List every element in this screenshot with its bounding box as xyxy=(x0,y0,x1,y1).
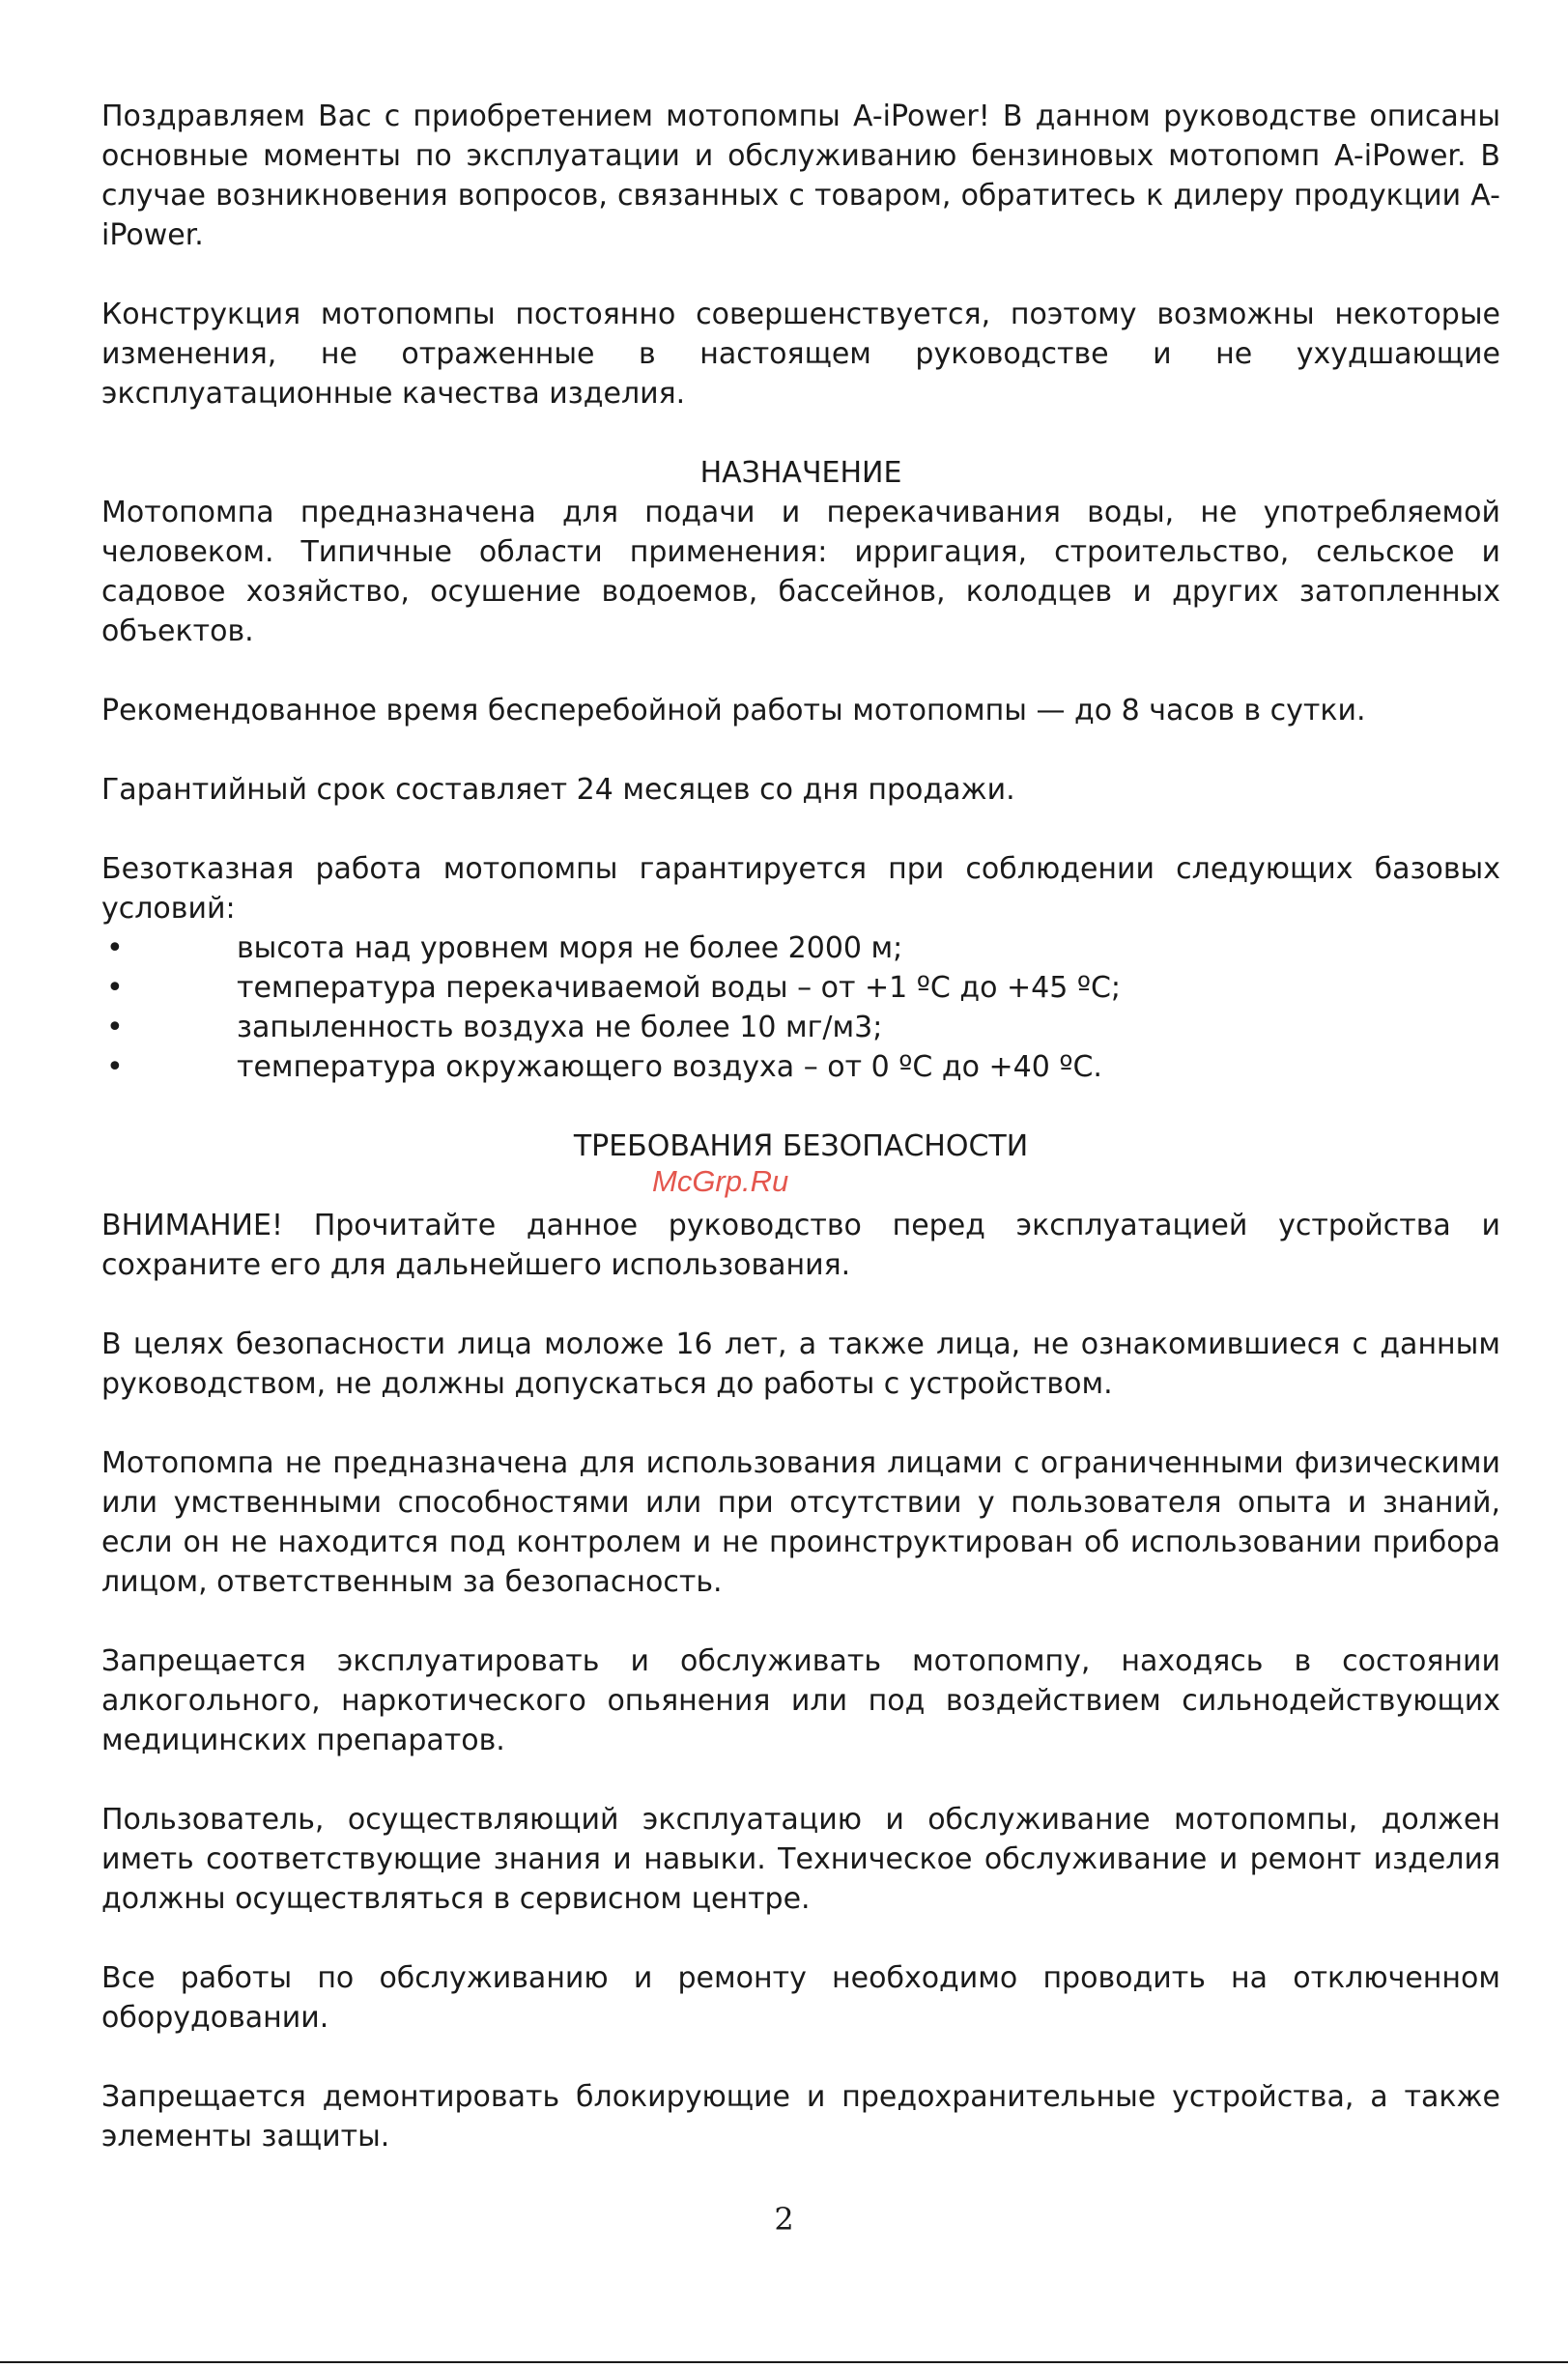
bullet-icon: • xyxy=(106,1011,124,1044)
watermark: McGrp.Ru xyxy=(652,1164,789,1198)
safety-attention-paragraph: ВНИМАНИЕ! Прочитайте данное руководство перед эксплуатацией устройства и сохраните его для дальнейшего использования. xyxy=(101,1209,1500,1282)
safety-paragraph-5: Пользователь, осуществляющий эксплуатацию и обслуживание мотопомпы, должен иметь соответствующие знания и навыки. Техническое обслуживание и ремонт изделия должны осуществляться в сервисном центре. xyxy=(101,1803,1500,1916)
page-bottom-divider xyxy=(0,2361,1568,2363)
safety-paragraph-6: Все работы по обслуживанию и ремонту необходимо проводить на отключенном оборудовании. xyxy=(101,1961,1500,2035)
page-number: 2 xyxy=(774,2201,794,2238)
safety-paragraph-2: В целях безопасности лица моложе 16 лет, а также лица, не ознакомившиеся с данным руководством, не должны допускаться до работы с устройством. xyxy=(101,1327,1500,1401)
bullet-icon: • xyxy=(106,971,124,1005)
conditions-list xyxy=(101,928,1500,1087)
list-item: • температура перекачиваемой воды – от +1 ºС до +45 ºС; xyxy=(101,968,1500,1008)
purpose-paragraph-2: Рекомендованное время бесперебойной работы мотопомпы — до 8 часов в сутки. xyxy=(101,694,1366,728)
warranty-paragraph: Гарантийный срок составляет 24 месяцев со дня продажи. xyxy=(101,773,1015,807)
purpose-paragraph-1: Мотопомпа предназначена для подачи и перекачивания воды, не употребляемой человеком. Типичные области применения: ирригация, строительство, сельское и садовое хозяйство, осушение водоемов, бассейнов, колодцев и других затопленных объектов. xyxy=(101,496,1500,648)
bullet-icon: • xyxy=(106,931,124,965)
intro-paragraph-2: Конструкция мотопомпы постоянно совершенствуется, поэтому возможны некоторые изменения, не отраженные в настоящем руководстве и не ухудшающие эксплуатационные качества изделия. xyxy=(101,298,1500,411)
document-page xyxy=(101,97,1500,2156)
safety-paragraph-4: Запрещается эксплуатировать и обслуживать мотопомпу, находясь в состоянии алкогольного, наркотического опьянения или под воздействием сильнодействующих медицинских препаратов. xyxy=(101,1644,1500,1757)
purpose-heading: НАЗНАЧЕНИЕ xyxy=(699,456,902,490)
safety-heading: ТРЕБОВАНИЯ БЕЗОПАСНОСТИ xyxy=(573,1129,1029,1163)
list-item: • температура окружающего воздуха – от 0 ºС до +40 ºС. xyxy=(101,1047,1500,1087)
intro-paragraph-1: Поздравляем Вас с приобретением мотопомпы A-iPower! В данном руководстве описаны основные моменты по эксплуатации и обслуживанию бензиновых мотопомп A-iPower. В случае возникновения вопросов, связанных с товаром, обратитесь к дилеру продукции A-iPower. xyxy=(101,100,1500,252)
bullet-icon: • xyxy=(106,1050,124,1084)
conditions-intro: Безотказная работа мотопомпы гарантируется при соблюдении следующих базовых условий: xyxy=(101,852,1500,926)
safety-paragraph-3: Мотопомпа не предназначена для использования лицами с ограниченными физическими или умственными способностями или при отсутствии у пользователя опыта и знаний, если он не находится под контролем и не проинструктирован об использовании прибора лицом, ответственным за безопасность. xyxy=(101,1446,1500,1599)
safety-paragraph-7: Запрещается демонтировать блокирующие и предохранительные устройства, а также элементы защиты. xyxy=(101,2080,1500,2154)
list-item: • запыленность воздуха не более 10 мг/м3; xyxy=(101,1008,1500,1047)
list-item: • высота над уровнем моря не более 2000 м; xyxy=(101,928,1500,968)
